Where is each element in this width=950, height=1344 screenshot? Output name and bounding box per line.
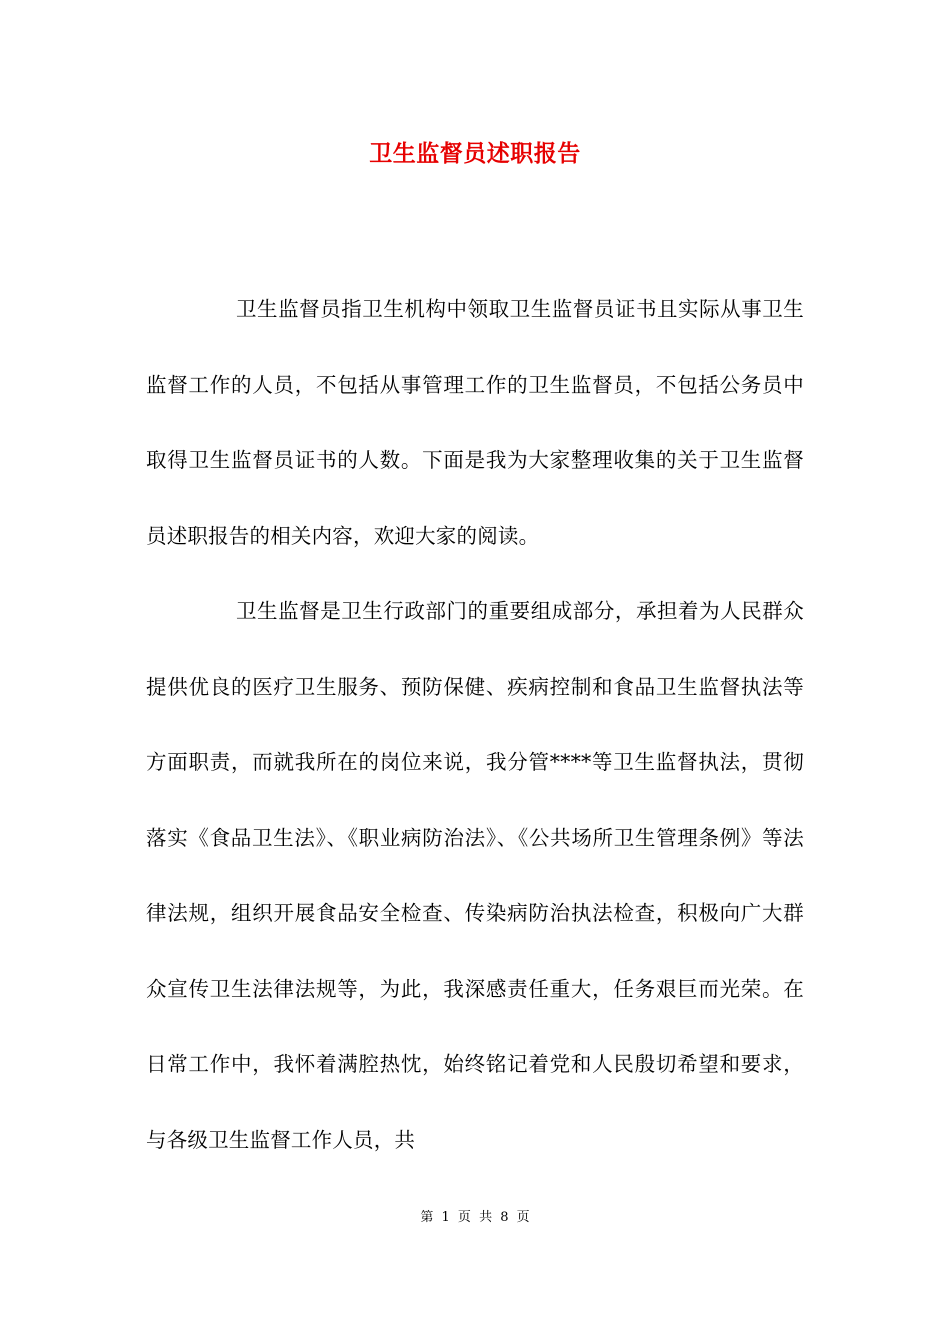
- page-number-footer: [0, 1208, 950, 1228]
- footer-total-pages: 8: [500, 1210, 509, 1225]
- document-body: [146, 272, 804, 1178]
- footer-page-word: 页: [457, 1210, 471, 1225]
- paragraph-duties: 卫生监督是卫生行政部门的重要组成部分，承担着为人民群众提供优良的医疗卫生服务、预防保健、疾病控制和食品卫生监督执法等方面职责，而就我所在的岗位来说，我分管****等卫生监督执法，贯彻落实《食品卫生法》、《职业病防治法》、《公共场所卫生管理条例》等法律法规，组织开展食品安全检查、传染病防治执法检查，积极向广大群众宣传卫生法律法规等，为此，我深感责任重大，任务艰巨而光荣。在日常工作中，我怀着满腔热忱，始终铭记着党和人民殷切希望和要求，与各级卫生监督工作人员，共: [146, 599, 804, 1152]
- footer-current-page: 1: [441, 1210, 450, 1225]
- document-title: 卫生监督员述职报告: [369, 140, 581, 167]
- footer-suffix: 页: [516, 1210, 530, 1225]
- footer-total-word: 共: [479, 1210, 493, 1225]
- paragraph-intro: 卫生监督员指卫生机构中领取卫生监督员证书且实际从事卫生监督工作的人员，不包括从事管理工作的卫生监督员，不包括公务员中取得卫生监督员证书的人数。下面是我为大家整理收集的关于卫生监督员述职报告的相关内容，欢迎大家的阅读。: [146, 297, 804, 548]
- footer-prefix: 第: [420, 1210, 434, 1225]
